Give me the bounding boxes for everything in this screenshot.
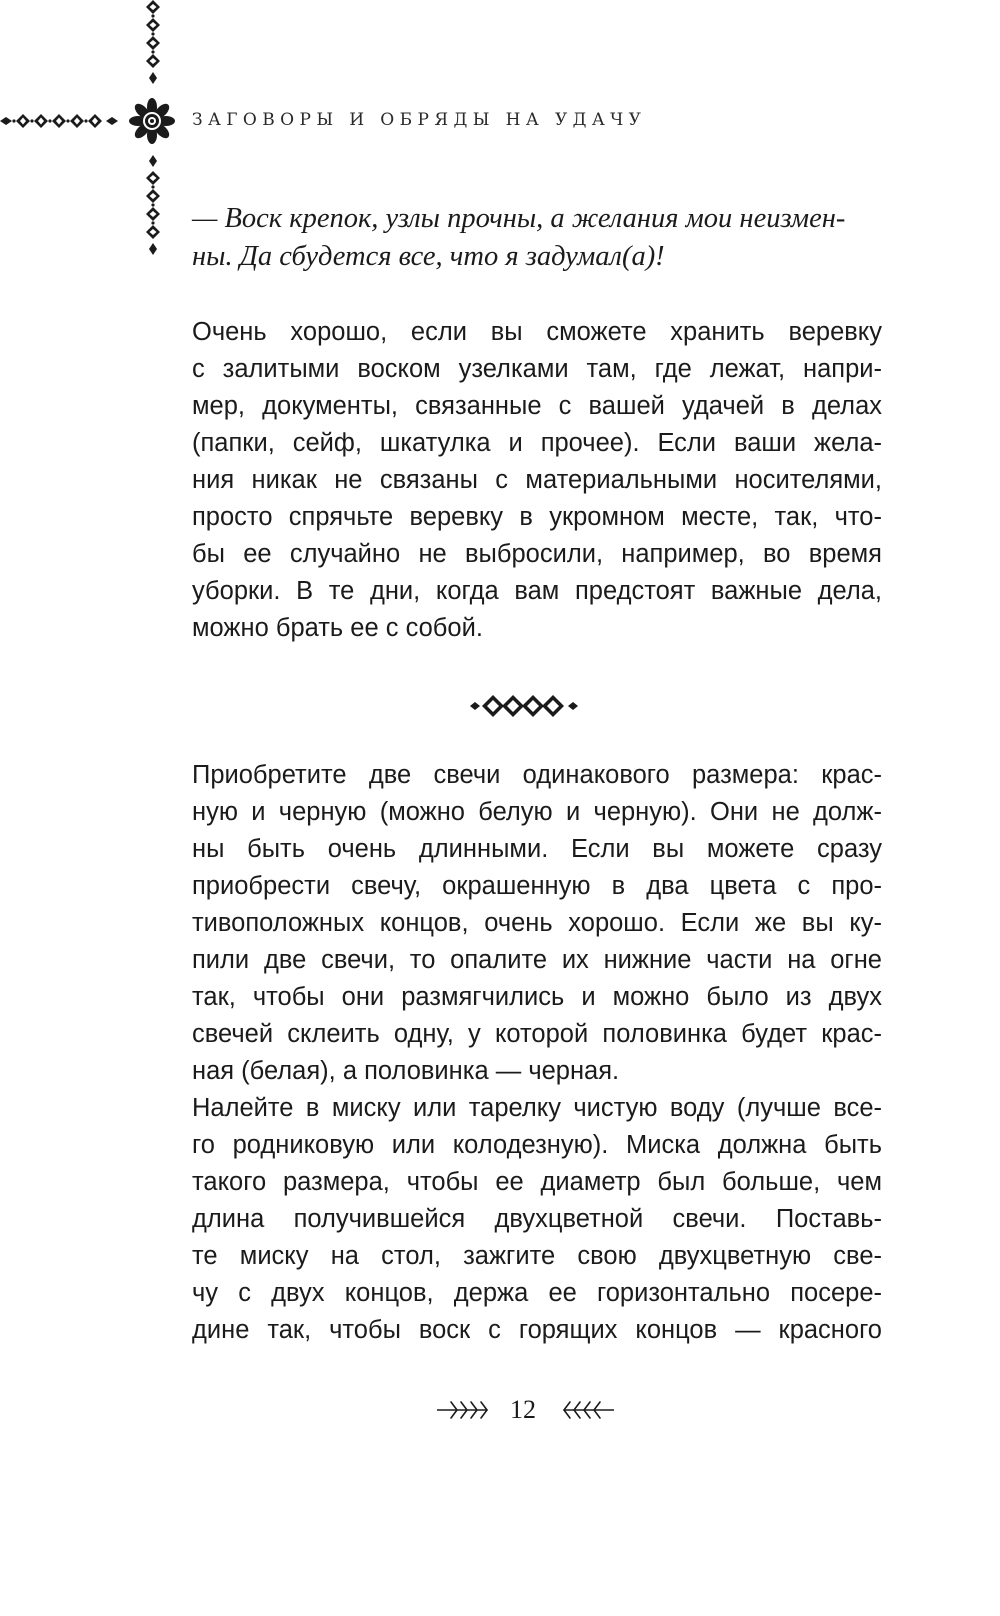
text-line: мер, документы, связанные с вашей удачей в делах <box>192 392 882 420</box>
text-line: просто спрячьте веревку в укромном месте, так, что- <box>192 503 882 531</box>
text-line: те миску на стол, зажгите свою двухцветную све- <box>192 1242 882 1270</box>
quote-block <box>192 200 892 276</box>
text-line: свечей склеить одну, у которой половинка будет крас- <box>192 1020 882 1048</box>
text-line: чу с двух концов, держа ее горизонтально посере- <box>192 1279 882 1307</box>
diamond-chain-icon <box>470 693 580 719</box>
text-line: Налейте в миску или тарелку чистую воду (лучше все- <box>192 1094 882 1122</box>
text-line: тивоположных концов, очень хорошо. Если же вы ку- <box>192 909 882 937</box>
paragraph-2 <box>192 757 882 1349</box>
text-line: бы ее случайно не выбросили, например, во время <box>192 540 882 568</box>
horizontal-ornament-icon <box>0 111 125 131</box>
quote-line: ны. Да сбудется все, что я задумал(а)! <box>192 241 665 272</box>
text-line: с залитыми воском узелками там, где лежат, напри- <box>192 355 882 383</box>
text-line: ния никак не связаны с материальными носителями, <box>192 466 882 494</box>
paragraph-1 <box>192 314 882 647</box>
text-line: ны быть очень длинными. Если вы можете сразу <box>192 835 882 863</box>
text-line: длина получившейся двухцветной свечи. Поставь- <box>192 1205 882 1233</box>
vertical-ornament-bottom-icon <box>143 155 163 265</box>
text-line: можно брать ее с собой. <box>192 614 483 642</box>
text-line: так, чтобы они размягчились и можно было из двух <box>192 983 882 1011</box>
quote-line: — Воск крепок, узлы прочны, а желания мои неизмен- <box>192 203 846 234</box>
text-line: дине так, чтобы воск с горящих концов — красного <box>192 1316 882 1344</box>
page-footer <box>0 1390 1000 1430</box>
text-line: ную и черную (можно белую и черную). Они не долж- <box>192 798 882 826</box>
vertical-ornament-top-icon <box>143 0 163 85</box>
sprig-right-icon <box>552 1398 614 1422</box>
text-line: (папки, сейф, шкатулка и прочее). Если ваши жела- <box>192 429 882 457</box>
text-line: ная (белая), а половинка — черная. <box>192 1057 620 1085</box>
page-number: 12 <box>510 1395 536 1424</box>
text-line: го родниковую или колодезную). Миска должна быть <box>192 1131 882 1159</box>
text-line: пили две свечи, то опалите их нижние части на огне <box>192 946 882 974</box>
text-line: Приобретите две свечи одинакового размера: крас- <box>192 761 882 789</box>
flower-ornament-icon <box>128 97 176 145</box>
sprig-left-icon <box>437 1398 499 1422</box>
text-line: Очень хорошо, если вы сможете хранить веревку <box>192 318 882 346</box>
text-line: приобрести свечу, окрашенную в два цвета с про- <box>192 872 882 900</box>
text-line: такого размера, чтобы ее диаметр был больше, чем <box>192 1168 882 1196</box>
text-line: уборки. В те дни, когда вам предстоят важные дела, <box>192 577 882 605</box>
running-header: ЗАГОВОРЫ И ОБРЯДЫ НА УДАЧУ <box>192 110 647 130</box>
